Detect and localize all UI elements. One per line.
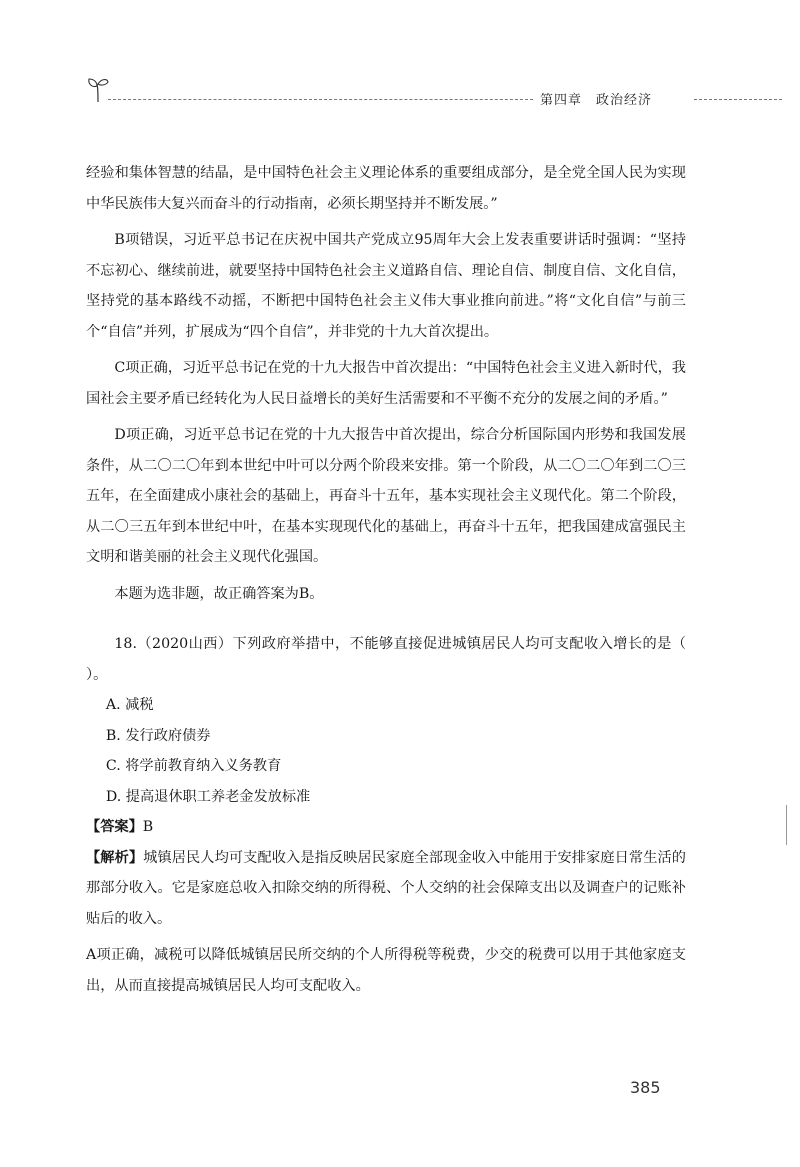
chapter-section: 政治经济 xyxy=(596,93,653,108)
option-a: A. 减税 xyxy=(105,697,154,713)
paragraph-continuation: 经验和集体智慧的结晶，是中国特色社会主义理论体系的重要组成部分，是全党全国人民为实现中华民族伟大复兴而奋斗的行动指南，必须长期坚持并不断发展。” xyxy=(86,165,686,212)
header-rule-left xyxy=(108,99,533,100)
answer-line xyxy=(86,812,686,843)
paragraph-option-b-analysis: B项错误，习近平总书记在庆祝中国共产党成立95周年大会上发表重要讲话时强调：“坚持不忘初心、继续前进，就要坚持中国特色社会主义道路自信、理论自信、制度自信、文化自信，坚持党的基本路线不动摇，不断把中国特色社会主义伟大事业推向前进。”将“文化自信”与前三个“自信”并列，扩展成为“四个自信”，并非党的十九大首次提出。 xyxy=(86,232,686,340)
chapter-number: 第四章 xyxy=(540,93,583,108)
option-d: D. 提高退休职工养老金发放标准 xyxy=(105,788,311,805)
analysis-text: 城镇居民人均可支配收入是指反映居民家庭全部现金收入中能用于安排家庭日常生活的那部分收入。它是家庭总收入扣除交纳的所得税、个人交纳的社会保障支出以及调查户的记账补贴后的收入。 xyxy=(86,849,686,927)
question-stem: 18.（2020山西）下列政府举措中，不能够直接促进城镇居民人均可支配收入增长的是（ ）。 xyxy=(86,636,715,683)
sprout-icon xyxy=(86,74,110,104)
paragraph-option-d-analysis: D项正确，习近平总书记在党的十九大报告中首次提出，综合分析国际国内形势和我国发展条件，从二〇二〇年到本世纪中叶可以分两个阶段来安排。第一个阶段，从二〇二〇年到二〇三五年，在全面建成小康社会的基础上，再奋斗十五年，基本实现社会主义现代化。第二个阶段，从二〇三五年到本世纪中叶，在基本实现现代化的基础上，再奋斗十五年，把我国建成富强民主文明和谐美丽的社会主义现代化强国。 xyxy=(86,427,686,565)
analysis-tag: 【解析】 xyxy=(86,849,144,866)
option-b: B. 发行政府债券 xyxy=(105,727,211,744)
header-rule-right xyxy=(694,99,782,100)
chapter-title xyxy=(540,89,666,108)
answer-value: B xyxy=(142,819,154,835)
paragraph-conclusion: 本题为选非题，故正确答案为B。 xyxy=(114,585,324,602)
analysis-paragraph xyxy=(86,843,686,935)
scan-artifact xyxy=(786,805,787,845)
answer-tag: 【答案】 xyxy=(86,819,143,835)
paragraph-option-c-analysis: C项正确，习近平总书记在党的十九大报告中首次提出：“中国特色社会主义进入新时代，我国社会主要矛盾已经转化为人民日益增长的美好生活需要和不平衡不充分的发展之间的矛盾。” xyxy=(86,360,686,407)
option-c: C. 将学前教育纳入义务教育 xyxy=(105,758,282,774)
option-a-note: A项正确，减税可以降低城镇居民所交纳的个人所得税等税费，少交的税费可以用于其他家庭支出，从而直接提高城镇居民人均可支配收入。 xyxy=(86,947,686,994)
running-header xyxy=(0,68,800,108)
page-body xyxy=(86,158,715,1001)
page-number: 385 xyxy=(630,1078,661,1097)
